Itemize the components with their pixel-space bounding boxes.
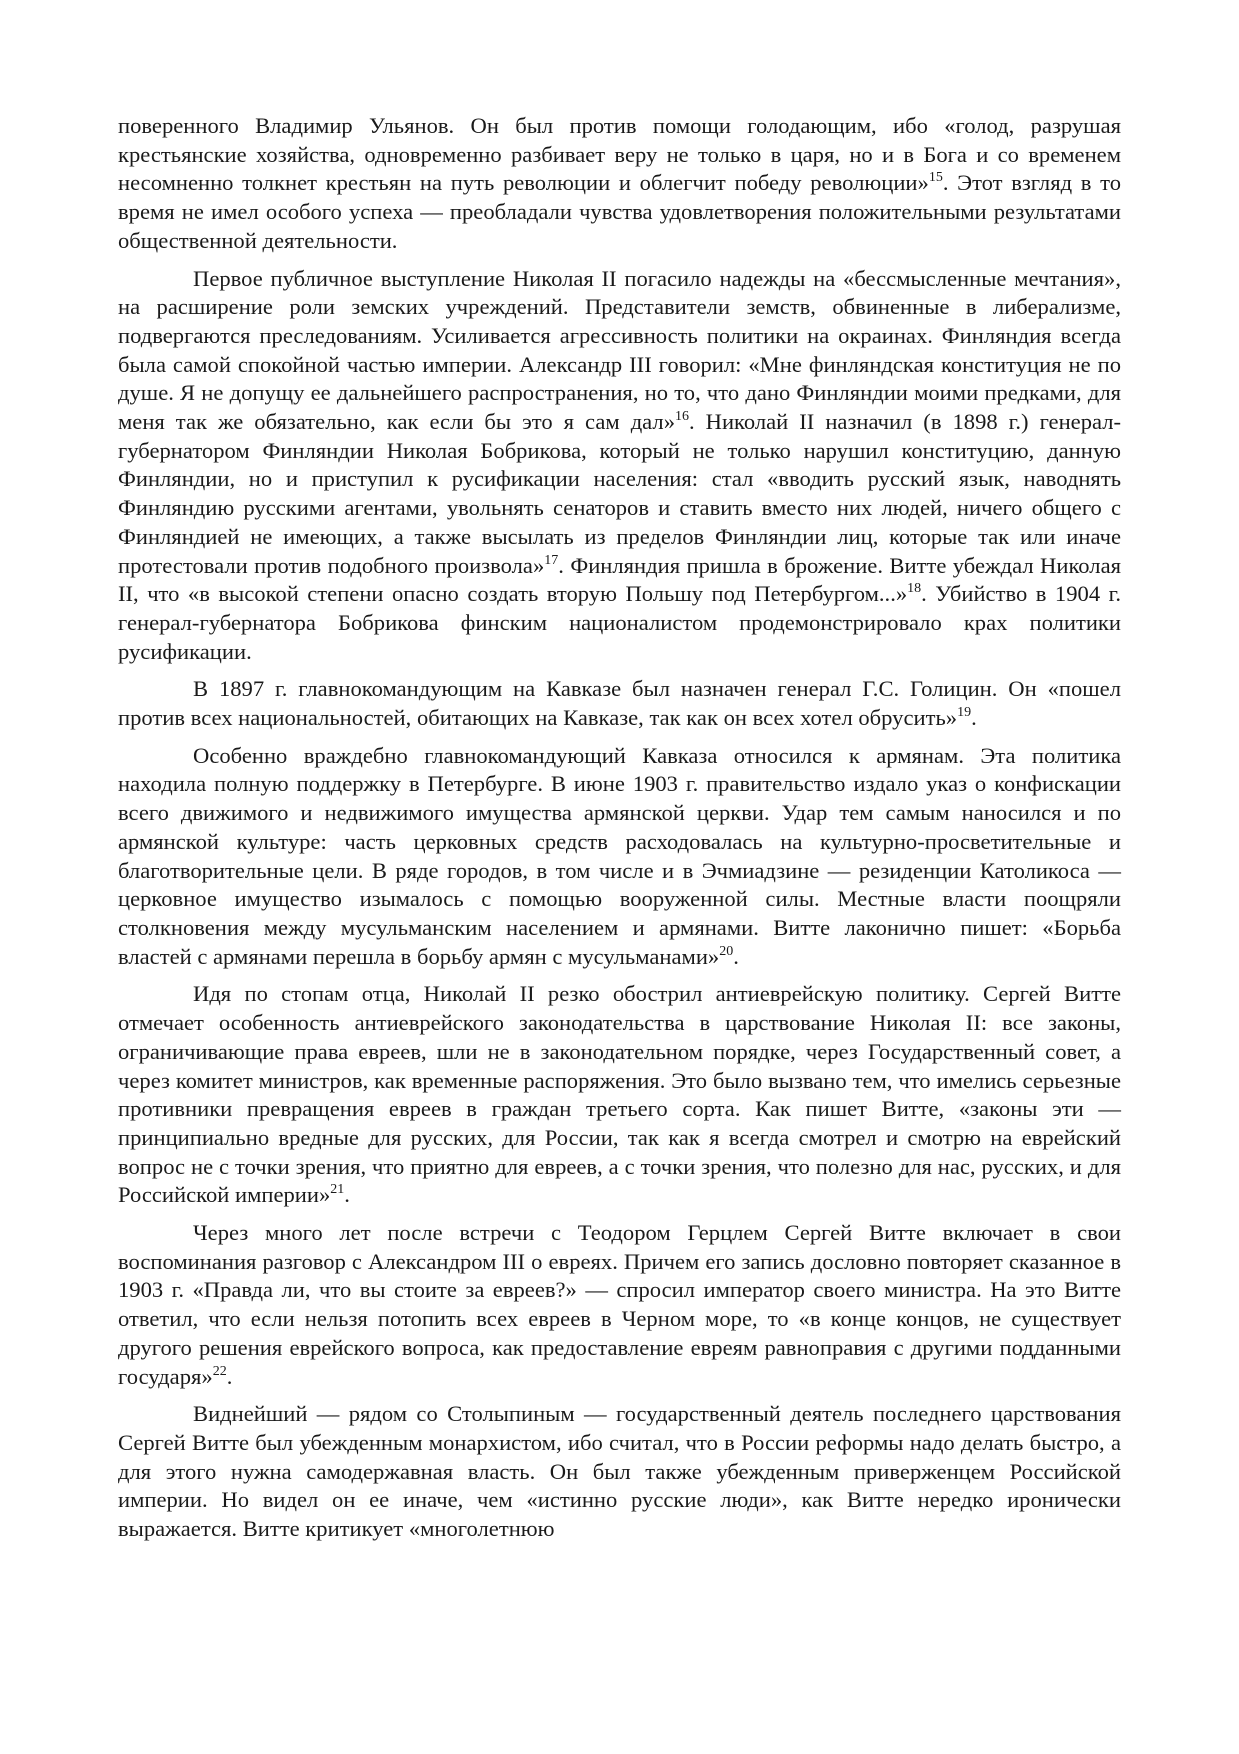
body-paragraph	[118, 112, 1121, 256]
paragraph-text: . Этот взгляд в то время не имел особого успеха — преобладали чувства удовлетворения положительными результатами общественной деятельности.	[118, 170, 1121, 253]
footnote-marker: 20	[719, 943, 734, 959]
paragraph-text: поверенного Владимир Ульянов. Он был против помощи голодающим, ибо «голод, разрушая крестьянские хозяйства, одновременно разбивает веру не только в царя, но и в Бога и со временем несомненно толкнет крестьян на путь революции и облегчит победу революции»	[118, 113, 1121, 196]
footnote-marker: 18	[907, 581, 922, 597]
paragraph-text: . Финляндия пришла в брожение. Витте убеждал Николая II, что «в высокой степени опасно создать вторую Польшу под Петербургом...»	[118, 552, 1121, 607]
footnote-marker: 15	[928, 170, 943, 186]
paragraph-text: .	[971, 705, 977, 731]
paragraph-text: . Убийство в 1904 г. генерал-губернатора Бобрикова финским националистом продемонстрировало крах политики русификации.	[118, 581, 1121, 664]
body-paragraph	[118, 1400, 1121, 1544]
footnote-marker: 22	[212, 1363, 227, 1379]
footnote-marker: 21	[330, 1182, 345, 1198]
footnote-marker: 17	[544, 552, 559, 568]
paragraph-text: . Николай II назначил (в 1898 г.) генерал-губернатором Финляндии Николая Бобрикова, который не только нарушил конституцию, данную Финляндии, но и приступил к русификации населения: стал «вводить русский язык, наводнять Финляндию русскими агентами, увольнять сенаторов и ставить вместо них людей, ничего общего с Финляндией не имеющих, а также высылать из пределов Финляндии лиц, которые так или иначе протестовали против подобного произвола»	[118, 409, 1122, 578]
paragraph-text: .	[344, 1182, 350, 1208]
footnote-marker: 19	[957, 705, 972, 721]
paragraph-text: В 1897 г. главнокомандующим на Кавказе был назначен генерал Г.С. Голицин. Он «пошел против всех национальностей, обитающих на Кавказе, так как он всех хотел обрусить»	[118, 676, 1121, 731]
paragraph-text: .	[226, 1363, 233, 1389]
body-paragraph	[118, 675, 1121, 732]
paragraph-text: Первое публичное выступление Николая II погасило надежды на «бессмысленные мечтания», на расширение роли земских учреждений. Представители земств, обвиненные в либерализме, подвергаются преследованиям. Усиливается агрессивность политики на окраинах. Финляндия всегда была самой спокойной частью империи. Александр III говорил: «Мне финляндская конституция не по душе. Я не допущу ее дальнейшего распространения, но то, что дано Финляндии моими предками, для меня так же обязательно, как если бы это я сам дал»	[118, 265, 1121, 435]
body-paragraph	[118, 265, 1121, 667]
paragraph-text: .	[733, 943, 739, 969]
document-page	[118, 112, 1121, 1553]
footnote-marker: 16	[675, 409, 689, 425]
body-paragraph	[118, 1219, 1121, 1391]
paragraph-text: Идя по стопам отца, Николай II резко обострил антиеврейскую политику. Сергей Витте отмечает особенность антиеврейского законодательства в царствование Николая II: все законы, ограничивающие права евреев, шли не в законодательном порядке, через Государственный совет, а через комитет министров, как временные распоряжения. Это было вызвано тем, что имелись серьезные противники превращения евреев в граждан третьего сорта. Как пишет Витте, «законы эти — принципиально вредные для русских, для России, так как я всегда смотрел и смотрю на еврейский вопрос не с точки зрения, что приятно для евреев, а с точки зрения, что полезно для нас, русских, и для Российской империи»	[118, 981, 1121, 1208]
paragraph-text: Через много лет после встречи с Теодором Герцлем Сергей Витте включает в свои воспоминания разговор с Александром III о евреях. Причем его запись дословно повторяет сказанное в 1903 г. «Правда ли, что вы стоите за евреев?» — спросил император своего министра. На это Витте ответил, что если нельзя потопить всех евреев в Черном море, то «в конце концов, не существует другого решения еврейского вопроса, как предоставление евреям равноправия с другими подданными государя»	[118, 1220, 1121, 1389]
paragraph-text: Виднейший — рядом со Столыпиным — государственный деятель последнего царствования Сергей Витте был убежденным монархистом, ибо считал, что в России реформы надо делать быстро, а для этого нужна самодержавная власть. Он был также убежденным приверженцем Российской империи. Но видел он ее иначе, чем «истинно русские люди», как Витте нередко иронически выражается. Витте критикует «многолетнюю	[118, 1401, 1121, 1542]
paragraph-text: Особенно враждебно главнокомандующий Кавказа относился к армянам. Эта политика находила полную поддержку в Петербурге. В июне 1903 г. правительство издало указ о конфискации всего движимого и недвижимого имущества армянской церкви. Удар тем самым наносился и по армянской культуре: часть церковных средств расходовалась на культурно-просветительные и благотворительные цели. В ряде городов, в том числе и в Эчмиадзине — резиденции Католикоса — церковное имущество изымалось с помощью вооруженной силы. Местные власти поощряли столкновения между мусульманским населением и армянами. Витте лаконично пишет: «Борьба властей с армянами перешла в борьбу армян с мусульманами»	[118, 742, 1121, 969]
body-paragraph	[118, 742, 1121, 972]
body-paragraph	[118, 980, 1121, 1210]
